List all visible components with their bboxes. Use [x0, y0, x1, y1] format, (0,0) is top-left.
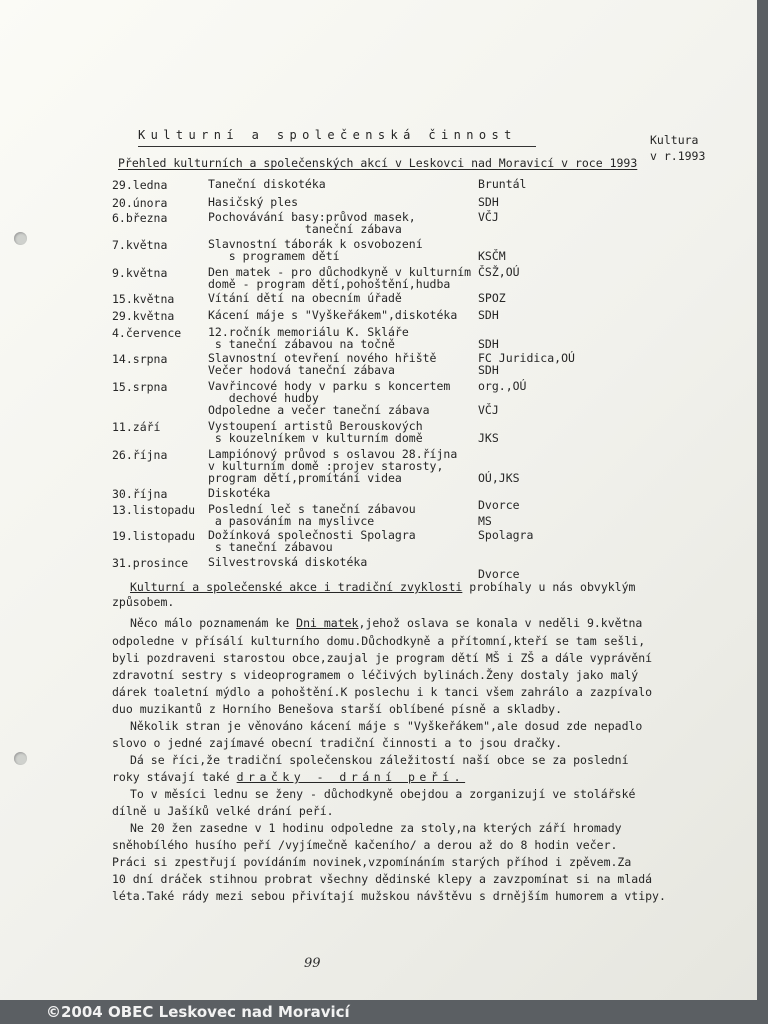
subheading: Přehled kulturních a společenských akcí v Leskovci nad Moravicí v roce 1993 — [118, 156, 638, 170]
event-organizer: Dvorce — [478, 498, 520, 512]
event-organizer: VČJ — [478, 210, 499, 224]
event-description: 12.ročník memoriálu K. Skláře s taneční zábavou na točně — [208, 325, 409, 351]
paragraph-line: způsobem. — [112, 595, 175, 609]
text-run: ,jehož oslava se konala v neděli 9.května — [358, 616, 643, 630]
event-description: Vavřincové hody v parku s koncertem dechové hudby Odpoledne a večer taneční zábava — [208, 379, 451, 417]
paragraph-line: odpoledne v přísálí kulturního domu.Důchodkyně a přítomní,kteří se tam sešli, — [112, 634, 646, 648]
event-description: Taneční diskotéka — [208, 177, 326, 191]
punch-hole — [14, 232, 27, 245]
event-date: 11.září — [112, 420, 161, 434]
event-date: 31.prosince — [112, 556, 189, 570]
text-run: Něco málo poznamenám ke — [130, 616, 297, 630]
paragraph-line: Práci si zpestřují povídáním novinek,vzpomínáním starých příhod i zpěvem.Za — [112, 855, 632, 869]
underlined-phrase: Dni matek — [296, 616, 359, 630]
event-date: 29.ledna — [112, 178, 168, 192]
event-description: Hasičský ples — [208, 195, 299, 209]
event-date: 15.srpna — [112, 380, 168, 394]
paragraph-line — [130, 580, 635, 594]
event-date: 9.května — [112, 266, 168, 280]
punch-hole — [14, 752, 27, 765]
event-date: 6.března — [112, 211, 168, 225]
paragraph-line: léta.Také rády mezi sebou přivítají mužskou návštěvu s drnějším humorem a vtipy. — [112, 889, 666, 903]
event-description: Vítání dětí na obecním úřadě — [208, 291, 402, 305]
event-description: Kácení máje s "Vyškeřákem",diskotéka — [208, 308, 458, 322]
text-run: probíhaly u nás obvyklým — [462, 580, 636, 594]
paragraph-line: sněhobílého husího peří /vyjímečně kačeního/ a derou až do 8 hodin večer. — [112, 838, 618, 852]
event-organizer: SPOZ — [478, 291, 506, 305]
event-description: Den matek - pro důchodkyně v kulturním domě - program dětí,pohoštění,hudba — [208, 265, 472, 291]
event-description: Vystoupení artistů Berouskových s kouzelníkem v kulturním domě — [208, 419, 423, 445]
event-description: Slavnostní táborák k osvobození s programem dětí — [208, 237, 423, 263]
paragraph-line — [112, 770, 465, 784]
event-organizer: MS — [478, 514, 492, 528]
event-organizer: SDH — [478, 308, 499, 322]
event-description: Diskotéka — [208, 486, 271, 500]
paragraph-line: Ne 20 žen zasedne v 1 hodinu odpoledne za stoly,na kterých září hromady — [130, 821, 622, 835]
event-date: 15.května — [112, 292, 175, 306]
paragraph-line — [130, 616, 642, 630]
event-organizer: OÚ,JKS — [478, 471, 520, 485]
event-organizer: SDH — [478, 195, 499, 209]
event-description: Silvestrovská diskotéka — [208, 555, 368, 569]
side-note-line: Kultura — [650, 133, 699, 147]
event-description: Lampiónový průvod s oslavou 28.října v kulturním domě :projev starosty, program dětí,promítání videa — [208, 447, 458, 485]
event-organizer: Bruntál — [478, 177, 527, 191]
underlined-phrase: dračky - drání peří. — [236, 770, 466, 784]
event-date: 13.listopadu — [112, 503, 196, 517]
event-organizer: Spolagra — [478, 528, 534, 542]
event-organizer: Dvorce — [478, 567, 520, 581]
paragraph-line: zdravotní sestry s videoprogramem o léčivých bylinách.Ženy dostaly jako malý — [112, 668, 639, 682]
event-organizer: FC Juridica,OÚ SDH — [478, 351, 575, 377]
event-description: Poslední leč s taneční zábavou a pasováním na myslivce — [208, 502, 416, 528]
event-date: 14.srpna — [112, 352, 168, 366]
page-number: 99 — [304, 956, 321, 971]
event-organizer: org.,OÚ VČJ — [478, 379, 527, 417]
event-date: 7.května — [112, 238, 168, 252]
event-date: 4.července — [112, 326, 182, 340]
paragraph-line: slovo o jedné zajímavé obecní tradiční činnosti a to jsou dračky. — [112, 736, 563, 750]
paragraph-line: duo muzikantů z Horního Benešova starší oblíbené písně a skladby. — [112, 702, 563, 716]
event-organizer: SDH — [478, 337, 499, 351]
event-date: 19.listopadu — [112, 529, 196, 543]
page-heading: Kulturní a společenská činnost — [138, 128, 517, 142]
text-run: roky stávají také — [112, 770, 237, 784]
side-note-line: v r.1993 — [650, 149, 706, 163]
paragraph-line: To v měsíci lednu se ženy - důchodkyně obejdou a zorganizují ve stolářské — [130, 787, 636, 801]
event-description: Pochovávání basy:průvod masek, taneční zábava — [208, 210, 416, 236]
paragraph-line: Dá se říci,že tradiční společenskou záležitostí naší obce se za poslední — [130, 753, 629, 767]
side-note — [650, 132, 730, 164]
paragraph-line: dárek toaletní mýdlo a pohoštění.K poslechu i k tanci všem zahrálo a zazpívalo — [112, 685, 653, 699]
paragraph-line: dílně u Jašíků velké drání peří. — [112, 804, 334, 818]
event-date: 29.května — [112, 309, 175, 323]
event-date: 20.února — [112, 196, 168, 210]
event-organizer: KSČM — [478, 249, 506, 263]
underlined-phrase: Kulturní a společenské akce i tradiční zvyklosti — [130, 580, 463, 594]
event-date: 30.října — [112, 487, 168, 501]
heading-underline — [138, 146, 536, 147]
paragraph-line: 10 dní dráček stihnou probrat všechny dědinské klepy a zavzpomínat si na mladá — [112, 872, 653, 886]
paragraph-line: byli pozdraveni starostou obce,zaujal je program dětí MŠ i ZŠ a dále vyprávění — [112, 651, 653, 665]
copyright-text: ©2004 OBEC Leskovec nad Moravicí — [46, 1003, 350, 1021]
event-organizer: ČSŽ,OÚ — [478, 265, 520, 279]
event-description: Dožínková společnosti Spolagra s taneční zábavou — [208, 528, 416, 554]
event-organizer: JKS — [478, 431, 499, 445]
event-description: Slavnostní otevření nového hřiště Večer hodová taneční zábava — [208, 351, 437, 377]
paragraph-line: Několik stran je věnováno kácení máje s "Vyškeřákem",ale dosud zde nepadlo — [130, 719, 643, 733]
event-date: 26.října — [112, 448, 168, 462]
